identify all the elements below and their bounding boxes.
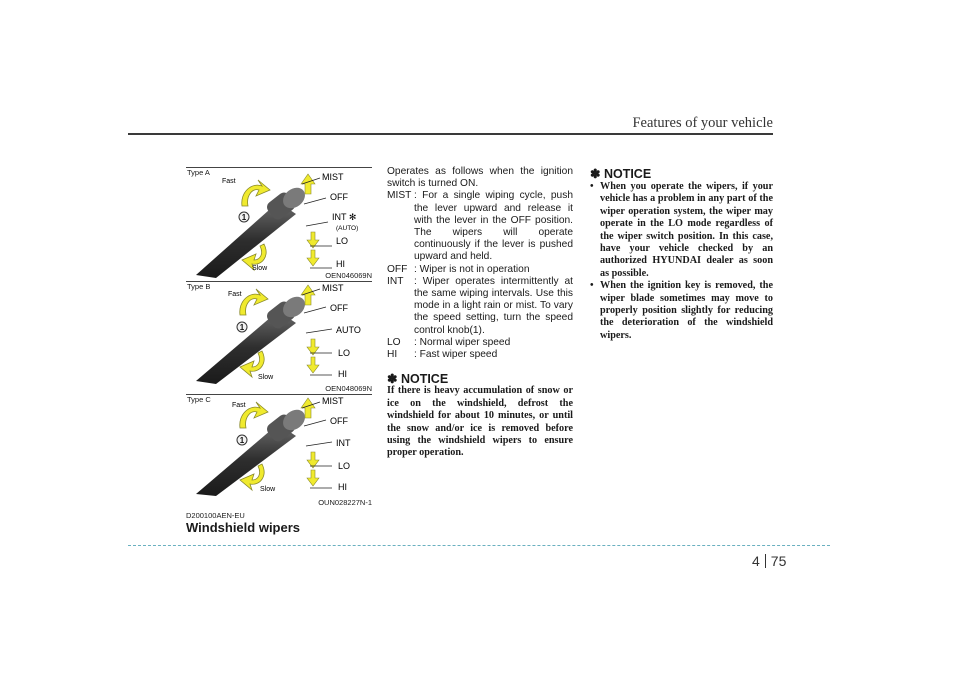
notice-bullet-text: When the ignition key is removed, the wiper blade sometimes may move to properly position slightly for reducing the deterioration of the windshield wipers. [600,280,773,341]
figure-a-type-label: Type A [187,168,210,177]
mist-label: MIST [322,172,344,182]
mode-term: HI [387,349,398,361]
figure-c-type-label: Type C [187,395,211,404]
page-number-separator [765,554,766,568]
page-number [752,553,786,569]
mode-row-off [387,264,573,276]
figure-b-top-rule [186,281,372,282]
lo-label: LO [336,236,349,246]
page-number-value: 75 [770,553,787,569]
hi-arrow-icon [307,250,319,266]
figure-b-code: OEN048069N [325,384,372,393]
figure-a-wiper-lever-diagram [186,170,372,280]
hi-label: HI [338,369,347,379]
slow-label: Slow [260,486,276,493]
intro-text: Operates as follows when the ignition switch is turned ON. [387,166,573,190]
notice-bullet-text: When you operate the wipers, if your vehicle has a problem in any part of the wiper operation system, the wiper may operate in the LO mode regardless of the wiper switch position. In this case, have your vehicle checked by an authorized HYUNDAI dealer as soon as possible. [600,181,773,279]
mode-desc: : Wiper operates intermittently at the same wiping intervals. Use this mode in a light rain or mist. To vary the speed setting, turn the speed control knob(1). [414,275,573,336]
off-label: OFF [330,416,348,426]
notice-text: If there is heavy accumulation of snow or ice on the windshield, defrost the windshield for about 10 minutes, or until the snow and/or ice is removed before using the windshield wipers to ensure proper operation. [387,385,573,459]
hi-arrow-icon [307,470,319,486]
mode-desc: : For a single wiping cycle, push the lever upward and release it with the lever in the OFF position. The wipers will operate continuously if the lever is pushed upward and held. [414,190,573,263]
lo-label: LO [338,348,351,358]
figure-c-code: OUN028227N-1 [318,498,372,507]
footer-rule [128,545,830,546]
fast-arrow-icon [242,180,270,206]
off-label: OFF [330,303,348,313]
fast-arrow-icon [240,289,268,315]
page-header-title: Features of your vehicle [632,115,773,131]
lo-label: LO [338,461,351,471]
section-code: D200100AEN-EU [186,511,245,520]
slow-label: Slow [252,265,268,272]
mode-row-lo [387,337,573,349]
auto-label: AUTO [336,325,361,335]
bullet-icon: • [590,181,594,192]
mode-desc: : Wiper is not in operation [414,263,530,275]
notice-bullet [590,280,773,342]
chapter-number: 4 [752,553,760,569]
knob-number: 1 [239,323,245,332]
figure-b-type-label: Type B [187,282,211,291]
off-label: OFF [330,192,348,202]
header-rule [128,133,773,135]
slow-label: Slow [258,374,274,381]
section-title: Windshield wipers [186,520,301,535]
figure-a-code: OEN046069N [325,271,372,280]
mode-term: INT [387,275,404,287]
mist-label: MIST [322,283,344,293]
body-column-middle [387,166,573,460]
notice-heading: ✽ NOTICE [387,372,449,387]
notice-heading: ✽ NOTICE [590,167,652,181]
mode-row-mist [387,190,573,263]
mode-row-int [387,276,573,337]
hi-arrow-icon [307,357,319,373]
hi-label: HI [336,259,345,269]
figure-b-wiper-lever-diagram [186,283,372,385]
int-auto-label: (AUTO) [336,225,359,232]
mist-label: MIST [322,396,344,406]
fast-label: Fast [222,178,236,185]
knob-number: 1 [239,436,245,445]
figure-c-top-rule [186,394,372,395]
fast-label: Fast [232,402,246,409]
notice-bullet [590,181,773,280]
int-label: INT ✻ [332,212,357,222]
mode-desc: : Normal wiper speed [414,336,511,348]
mode-term: OFF [387,263,408,275]
mode-term: LO [387,336,401,348]
bullet-icon: • [590,280,594,292]
int-label: INT [336,438,351,448]
mode-desc: : Fast wiper speed [414,349,498,361]
fast-label: Fast [228,291,242,298]
body-column-right [590,166,773,342]
mode-row-hi [387,349,573,361]
mode-term: MIST [387,190,412,202]
hi-label: HI [338,482,347,492]
knob-number: 1 [241,213,247,222]
figure-c-wiper-lever-diagram [186,396,372,496]
figure-a-top-rule [186,167,372,168]
